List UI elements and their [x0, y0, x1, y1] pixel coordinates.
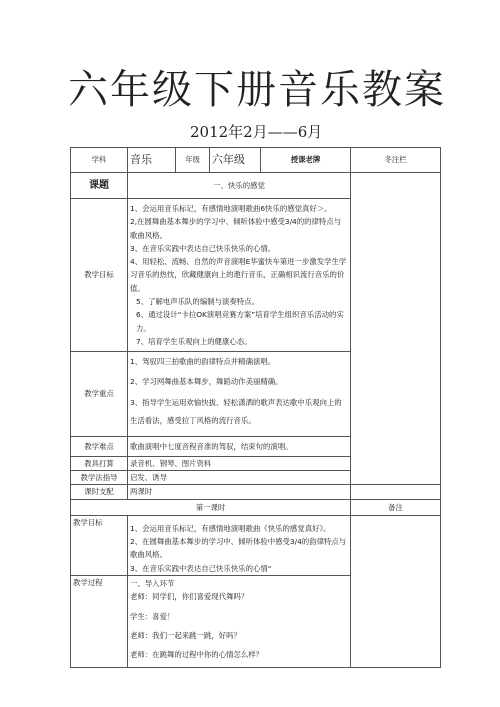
lesson-objective-item: 2、在圆舞曲基本舞步的学习中、倾听体验中感受3/4的韵律特点与歌曲风格。	[130, 537, 347, 560]
process-label: 教学过程	[71, 575, 128, 667]
lesson-objective-item: 1、会运用音乐标记，有感情地演唱歌曲《快乐的感觉真好》。	[130, 523, 331, 533]
hours-row	[71, 485, 441, 499]
process-line: 一、导入环节	[130, 578, 175, 588]
notes-label: 冬注栏	[351, 148, 441, 173]
subject-value: 音乐	[128, 148, 176, 173]
objectives-label: 教学目标	[71, 199, 128, 352]
lesson-objectives-list	[128, 515, 351, 575]
objective-item: 4、用轻松、流畅、自然的声音演唱E华蜜快车第进一步激发学生学习音乐的热忱，欣藏健康向上的遨行音乐，正确相识流行音乐的价值。	[130, 257, 347, 293]
objective-item: 6、通过设计“卡拉OK演唱竞赛方案”培育学生组织音乐活动的实力。	[136, 310, 344, 333]
difficulty-value: 歌曲演唱中七度音程音准的驾驭，结束句的演唱。	[128, 436, 351, 456]
difficulty-label: 教学难点	[71, 436, 128, 456]
tools-value: 录音机、钢琴、图片资料	[128, 456, 351, 470]
document-title: 六年级下册音乐教案	[68, 67, 446, 113]
process-line: 老师：在跳舞的过程中你的心情怎么样？	[130, 650, 264, 660]
topic-row	[71, 173, 441, 199]
key-point-item: 1、驾驭四三拍歌曲的韵律特点并精确演唱。	[130, 357, 276, 367]
header-row	[71, 148, 441, 173]
hours-notes	[351, 485, 441, 499]
key-point-item: 2、学习网舞曲基本舞步，舞蹈动作美丽精确。	[130, 376, 283, 386]
objective-item: 2,在圆舞曲基本舞步的学习中、倾听体验中感受3/4的的律特点与歌曲风格。	[130, 217, 342, 240]
hours-label: 课时支配	[71, 485, 128, 499]
date-range: 2012年2月——6月	[190, 123, 323, 141]
key-points-list	[128, 352, 351, 437]
lesson-objectives-label: 教学目标	[71, 515, 128, 575]
process-line: 老师：我们一起来跳一跳，好吗？	[130, 630, 241, 640]
key-point-item: 3、指导学生运用欢愉快拔、轻松潇洒的歌声表达歌中乐观向上的生活看法，感受拉丁风格的流行音乐。	[130, 397, 342, 425]
topic-value: 一、快乐的感觉	[128, 173, 351, 199]
method-value: 启发、诱导	[128, 471, 351, 485]
objective-item: 7、培育学生乐观向上的健康心态。	[136, 336, 252, 346]
objective-item: 3、在音乐实践中表达自己快乐快乐的心情。	[130, 243, 276, 253]
objectives-list	[128, 199, 351, 352]
objective-item: 1、会运用音乐标记，有感情地演唱歌曲6快乐的感觉真好＞。	[130, 204, 332, 213]
process-line: 老师：同学们，你们喜爱现代舞吗？	[130, 592, 249, 602]
topic-label: 课题	[71, 173, 128, 199]
lesson-row	[71, 499, 441, 515]
key-points-label: 教学重点	[71, 352, 128, 437]
process-lines	[128, 575, 351, 667]
grade-label: 年级	[176, 148, 210, 173]
lesson-objectives-row	[71, 515, 441, 575]
lesson-objective-item: 3、在音乐实践中表达自己快乐快乐的心情“	[130, 563, 272, 573]
method-label: 教学法指导	[71, 471, 128, 485]
notes-column	[351, 173, 441, 485]
subject-label: 学科	[71, 148, 128, 173]
lesson-notes-label: 备注	[351, 499, 441, 515]
grade-value: 六年级	[210, 148, 261, 173]
teacher-label: 授课老牌	[261, 148, 351, 173]
objective-item: 5、了解电声乐队的编制与演奏特点。	[136, 297, 259, 307]
lesson-plan-table	[70, 147, 441, 668]
tools-label: 教具打算	[71, 456, 128, 470]
lesson-notes-column	[351, 515, 441, 668]
lesson-label: 第一课时	[71, 499, 351, 515]
hours-value: 两课时	[128, 485, 351, 499]
process-line: 学生：喜爱！	[130, 611, 175, 621]
